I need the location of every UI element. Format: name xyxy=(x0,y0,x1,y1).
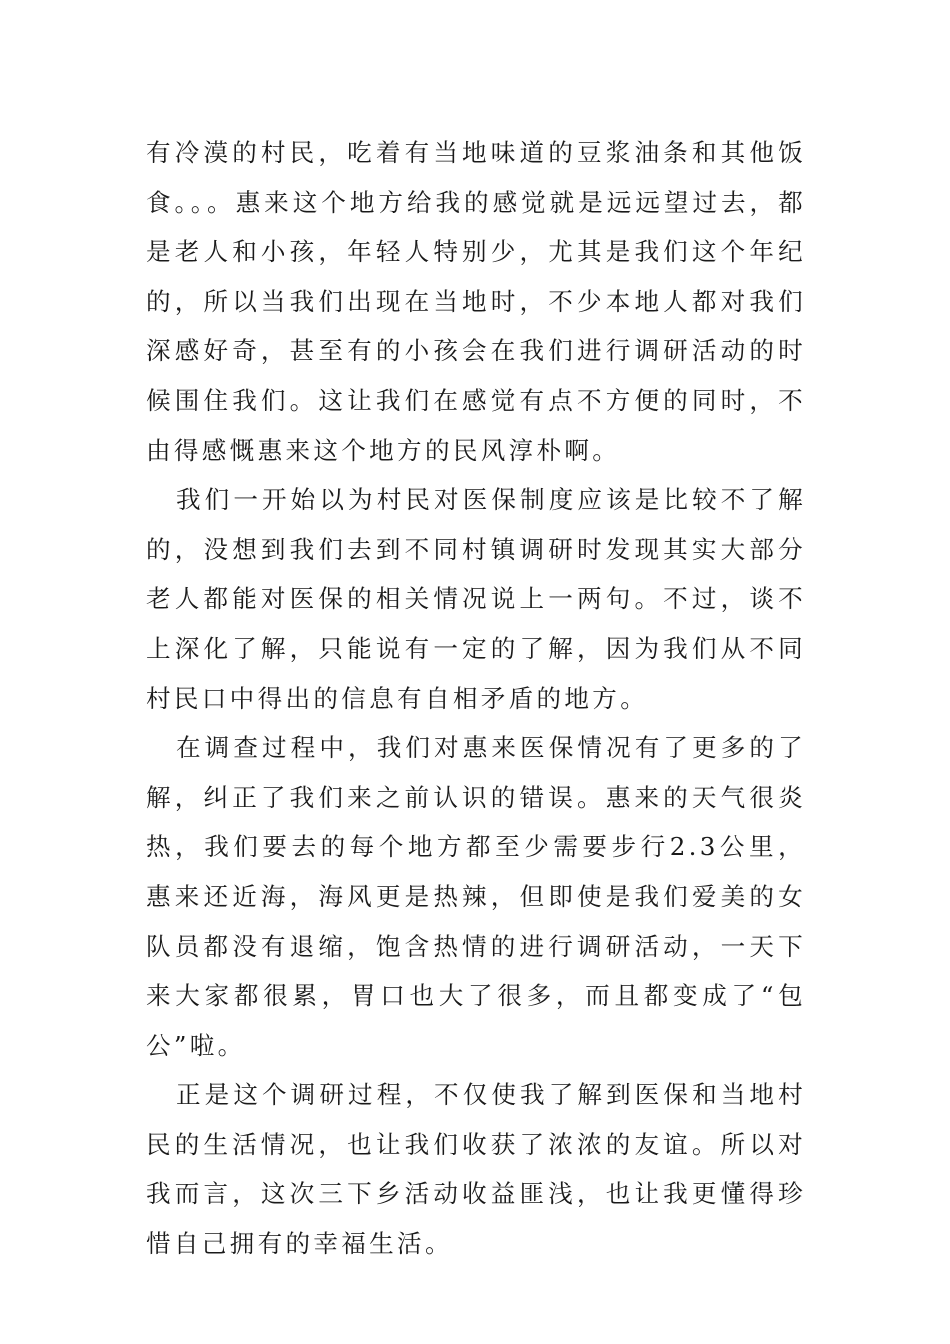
paragraph: 正是这个调研过程，不仅使我了解到医保和当地村民的生活情况，也让我们收获了浓浓的友谊。所以对我而言，这次三下乡活动收益匪浅，也让我更懂得珍惜自己拥有的幸福生活。 xyxy=(146,1080,806,1259)
document-body xyxy=(146,128,806,1269)
paragraph-continuation: 有冷漠的村民，吃着有当地味道的豆浆油条和其他饭食。。。惠来这个地方给我的感觉就是远远望过去，都是老人和小孩，年轻人特别少，尤其是我们这个年纪的，所以当我们出现在当地时，不少本地人都对我们深感好奇，甚至有的小孩会在我们进行调研活动的时候围住我们。这让我们在感觉有点不方便的同时，不由得感慨惠来这个地方的民风淳朴啊。 xyxy=(146,138,806,465)
paragraph: 在调查过程中，我们对惠来医保情况有了更多的了解，纠正了我们来之前认识的错误。惠来的天气很炎热，我们要去的每个地方都至少需要步行2.3公里，惠来还近海，海风更是热辣，但即使是我们爱美的女队员都没有退缩，饱含热情的进行调研活动，一天下来大家都很累，胃口也大了很多，而且都变成了“包公”啦。 xyxy=(146,733,806,1060)
paragraph: 我们一开始以为村民对医保制度应该是比较不了解的，没想到我们去到不同村镇调研时发现其实大部分老人都能对医保的相关情况说上一两句。不过，谈不上深化了解，只能说有一定的了解，因为我们从不同村民口中得出的信息有自相矛盾的地方。 xyxy=(146,485,806,713)
